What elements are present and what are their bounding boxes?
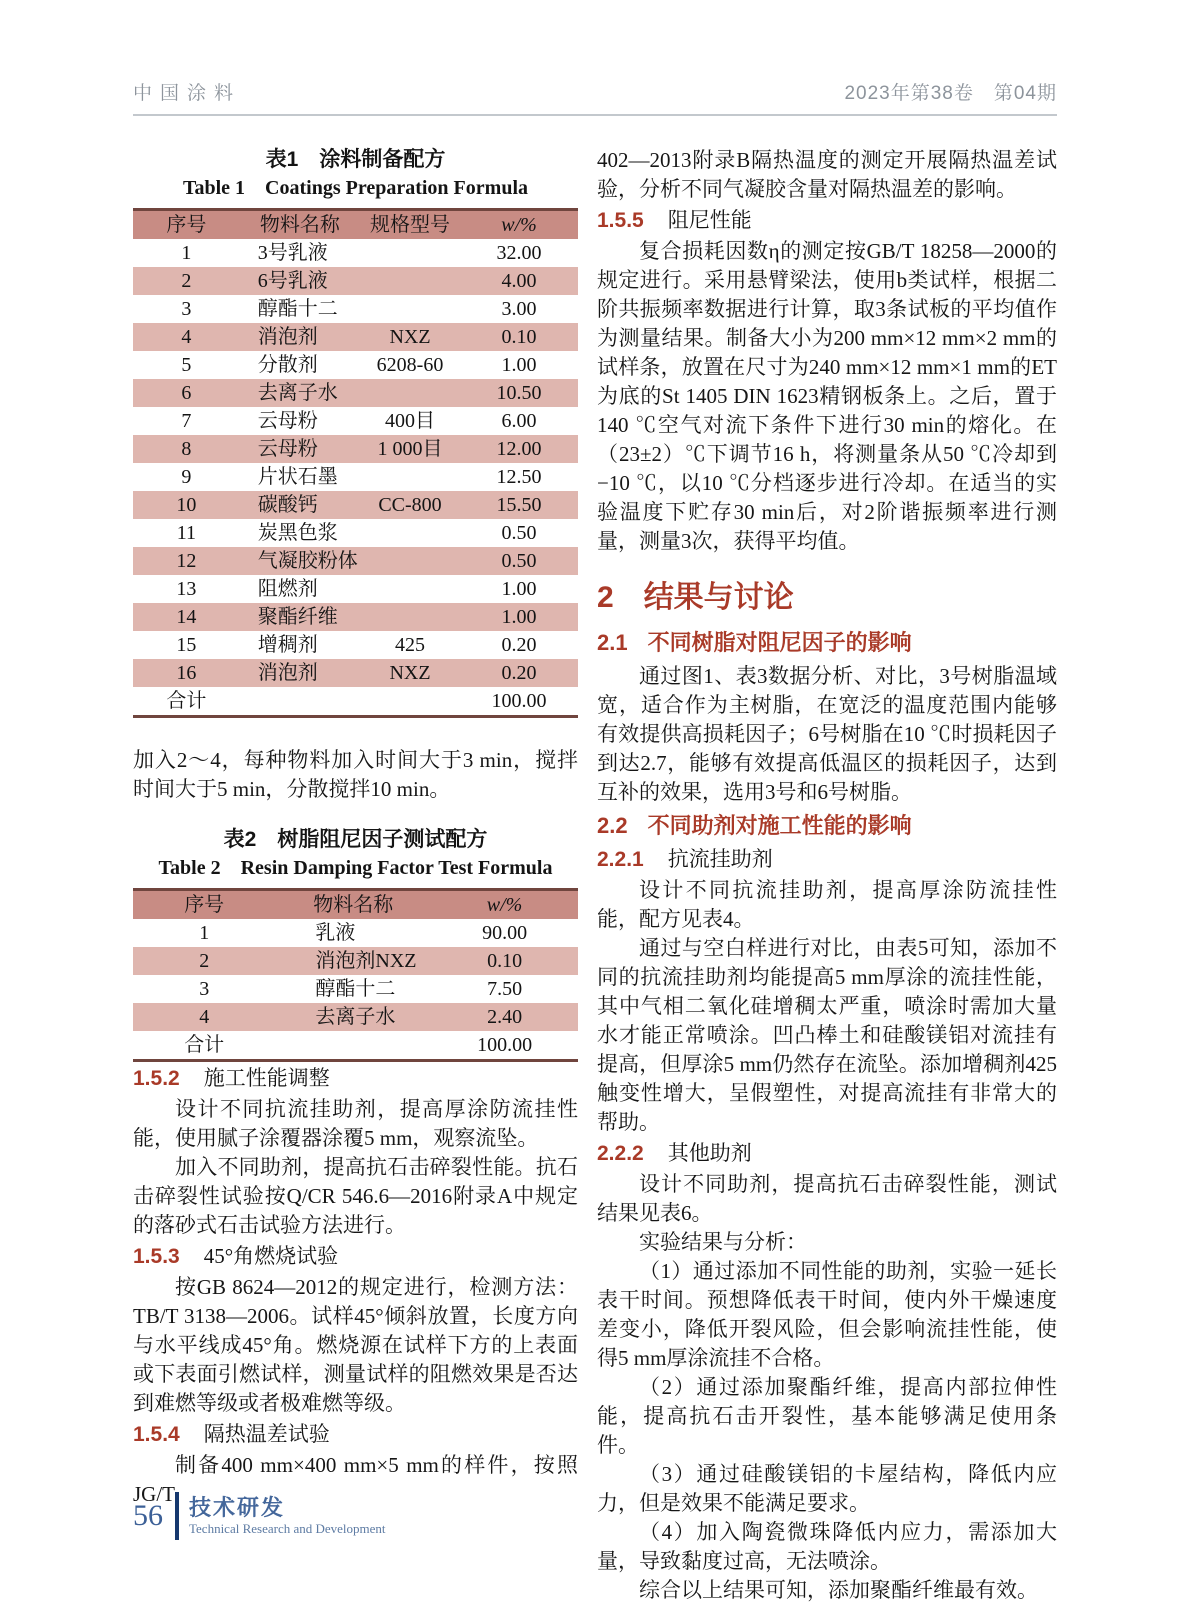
- section-title: 其他助剂: [667, 1141, 752, 1165]
- paragraph: 按GB 8624—2012的规定进行，检测方法：TB/T 3138—2006。试样45°倾斜放置，长度方向与水平线成45°角。燃烧源在试样下方的上表面或下表面引燃试样，测量试样的阻燃效果是否达到难燃等级或者极难燃等级。: [133, 1275, 578, 1415]
- section-heading-2: [597, 578, 1057, 618]
- table-cell: 16: [176, 662, 197, 684]
- table-cell: 聚酯纤维: [257, 606, 338, 628]
- table-row: [133, 659, 578, 687]
- paragraph: （4）加入陶瓷微珠降低内应力，需添加大量，导致黏度过高，无法喷涂。: [597, 1520, 1057, 1573]
- table-cell: 3: [181, 298, 192, 320]
- paragraph: 402—2013附录B隔热温度的测定开展隔热温差试验，分析不同气凝胶含量对隔热温差的影响。: [597, 148, 1057, 201]
- table-cell: 12.00: [496, 438, 542, 460]
- section-title: 45°角燃烧试验: [203, 1244, 339, 1268]
- paragraph: 设计不同抗流挂助剂，提高厚涂防流挂性能，使用腻子涂覆器涂覆5 mm，观察流坠。: [133, 1097, 578, 1150]
- table-cell: 5: [181, 354, 192, 376]
- table-cell: 消泡剂: [257, 662, 318, 684]
- table-row: [133, 519, 578, 547]
- table-cell: [360, 547, 460, 575]
- table-cell: 0.10: [501, 326, 537, 348]
- paragraph: 通过与空白样进行对比，由表5可知，添加不同的抗流挂助剂均能提高5 mm厚涂的流挂性能，其中气相二氧化硅增稠太严重，喷涂时需加大量水才能正常喷涂。凹凸棒土和硅酸镁铝对流挂有提高，但厚涂5 mm仍然存在流坠。添加增稠剂425触变性增大，呈假塑性，对提高流挂有非常大的帮助。: [597, 936, 1057, 1134]
- table-cell: 2.40: [487, 1006, 523, 1028]
- table-cell: [360, 463, 460, 491]
- total-value: 100.00: [491, 690, 547, 712]
- table1-title-en: Table 1 Coatings Preparation Formula: [182, 177, 528, 199]
- table-cell: [275, 1031, 431, 1061]
- section-number: 1.5.3: [133, 1245, 180, 1268]
- table-cell: 6.00: [501, 410, 537, 432]
- section-title: 隔热温差试验: [203, 1422, 330, 1446]
- table-row: [133, 575, 578, 603]
- table-row: [133, 267, 578, 295]
- section-title: 不同助剂对施工性能的影响: [647, 813, 912, 838]
- table-cell: 4.00: [501, 270, 537, 292]
- section-title: 结果与讨论: [643, 581, 794, 614]
- table-cell: [360, 519, 460, 547]
- table-cell: 6: [181, 382, 192, 404]
- table-cell: 10: [176, 494, 197, 516]
- section-title: 不同树脂对阻尼因子的影响: [647, 630, 912, 655]
- table-cell: 8: [181, 438, 192, 460]
- table-cell: 阻燃剂: [257, 578, 318, 600]
- column-header: 序号: [166, 214, 207, 236]
- table-cell: 增稠剂: [257, 634, 318, 656]
- table-total-row: [133, 1031, 578, 1061]
- section-title: 施工性能调整: [203, 1066, 330, 1090]
- table-cell: 11: [176, 522, 197, 544]
- table-cell: 15: [176, 634, 197, 656]
- table-cell: 1: [199, 922, 210, 944]
- table-cell: NXZ: [389, 662, 431, 684]
- total-value: 100.00: [477, 1034, 533, 1056]
- table-cell: 2: [199, 950, 210, 972]
- column-header: w/%: [501, 214, 537, 236]
- table-cell: [360, 295, 460, 323]
- table-row: [133, 463, 578, 491]
- damping-formula-table: [133, 888, 578, 1062]
- paragraph: 加入不同助剂，提高抗石击碎裂性能。抗石击碎裂性试验按Q/CR 546.6—2016附录A中规定的落砂式石击试验方法进行。: [133, 1155, 578, 1237]
- table-cell: 14: [176, 606, 197, 628]
- table-cell: 4: [181, 326, 192, 348]
- section-title: 抗流挂助剂: [667, 847, 773, 871]
- table-cell: 碳酸钙: [257, 494, 318, 516]
- table2-title-zh: 表2 树脂阻尼因子测试配方: [223, 828, 488, 851]
- table-row: [133, 631, 578, 659]
- table-cell: 0.50: [501, 522, 537, 544]
- paragraph: 综合以上结果可知，添加聚酯纤维最有效。: [639, 1578, 1038, 1602]
- section-heading-2-2-1: [597, 845, 1057, 874]
- section-heading-2-1: [597, 628, 1057, 658]
- section-number: 1.5.5: [597, 209, 644, 232]
- footer-divider: [175, 1492, 179, 1540]
- section-title: 阻尼性能: [667, 208, 752, 232]
- content-columns: [133, 146, 1057, 1605]
- table-cell: 醇酯十二: [315, 978, 396, 1000]
- right-column: [597, 146, 1057, 1605]
- table-cell: 消泡剂NXZ: [315, 950, 417, 972]
- table-cell: 2: [181, 270, 192, 292]
- footer-section: [189, 1495, 386, 1538]
- column-header: w/%: [486, 894, 523, 916]
- table-cell: CC-800: [378, 494, 442, 516]
- paragraph: 复合损耗因数η的测定按GB/T 18258—2000的规定进行。采用悬臂梁法，使用b类试样，根据二阶共振频率数据进行计算，取3条试板的平均值作为测量结果。制备大小为200 mm×12 mm×2 mm的试样条，放置在尺寸为240 mm×12 mm×1 mm的ET为底的St 1405 DIN 1623精钢板条上。之后，置于140 ℃空气对流下条件下进行30 min的熔化。在（23±2）℃下调节16 h，将测量条从50 ℃冷却到−10 ℃，以10 ℃分档逐步进行冷却。在适当的实验温度下贮存30 min后，对2阶谐振频率进行测量，测量3次，获得平均值。: [597, 239, 1057, 553]
- section-number: 2.1: [597, 630, 628, 655]
- table-cell: 0.10: [487, 950, 523, 972]
- table-cell: 1: [181, 242, 192, 264]
- table-cell: 15.50: [496, 494, 542, 516]
- table-cell: 消泡剂: [257, 326, 318, 348]
- table-row: [133, 239, 578, 267]
- table-cell: 1 000目: [377, 438, 443, 460]
- table-cell: [360, 603, 460, 631]
- section-heading-1-5-3: [133, 1242, 578, 1271]
- table-row: [133, 351, 578, 379]
- table-cell: 云母粉: [257, 410, 318, 432]
- table-cell: 1.00: [501, 606, 537, 628]
- table-cell: [240, 687, 360, 717]
- table-cell: 0.20: [501, 634, 537, 656]
- coatings-formula-table: [133, 208, 578, 718]
- table-cell: 7: [181, 410, 192, 432]
- footer-section-en: Technical Research and Development: [189, 1520, 386, 1536]
- paragraph: 设计不同助剂，提高抗石击碎裂性能，测试结果见表6。: [597, 1172, 1057, 1225]
- section-heading-2-2-2: [597, 1139, 1057, 1168]
- table-cell: 醇酯十二: [257, 298, 338, 320]
- left-column: [133, 146, 578, 1605]
- table-cell: 云母粉: [257, 438, 318, 460]
- table-cell: NXZ: [389, 326, 431, 348]
- table-cell: 1.00: [501, 354, 537, 376]
- table-header-row: [133, 210, 578, 240]
- table-cell: 425: [395, 634, 425, 656]
- table-cell: [360, 575, 460, 603]
- page-header: [133, 78, 1057, 116]
- table-cell: 32.00: [496, 242, 542, 264]
- section-heading-1-5-2: [133, 1064, 578, 1093]
- table-cell: [360, 239, 460, 267]
- footer-section-zh: 技术研发: [189, 1494, 286, 1520]
- paragraph: （3）通过硅酸镁铝的卡屋结构，降低内应力，但是效果不能满足要求。: [597, 1462, 1057, 1515]
- column-header: 规格型号: [370, 214, 450, 236]
- table-cell: 4: [199, 1006, 210, 1028]
- total-label: 合计: [166, 690, 207, 712]
- page-number: 56: [133, 1499, 163, 1532]
- table-row: [133, 491, 578, 519]
- table-row: [133, 975, 578, 1003]
- paragraph: 制备400 mm×400 mm×5 mm的样件，按照JG/T: [133, 1453, 578, 1506]
- section-number: 2.2: [597, 813, 628, 838]
- table-row: [133, 603, 578, 631]
- table-cell: 9: [181, 466, 192, 488]
- table-row: [133, 379, 578, 407]
- column-header: 序号: [184, 894, 225, 916]
- table-cell: 片状石墨: [257, 466, 338, 488]
- table-cell: 分散剂: [257, 354, 318, 376]
- table-cell: 1.00: [501, 578, 537, 600]
- table-row: [133, 919, 578, 947]
- journal-name: 中国涂料: [133, 83, 242, 104]
- table-cell: 10.50: [496, 382, 542, 404]
- table1-title-zh: 表1 涂料制备配方: [265, 148, 446, 171]
- table-cell: 0.50: [501, 550, 537, 572]
- table-cell: 气凝胶粉体: [257, 550, 358, 572]
- table-row: [133, 1003, 578, 1031]
- section-number: 2.2.2: [597, 1142, 644, 1165]
- table-row: [133, 323, 578, 351]
- section-heading-2-2: [597, 811, 1057, 841]
- paragraph: （1）通过添加不同性能的助剂，实验一延长表干时间。预想降低表干时间，使内外干燥速度差变小，降低开裂风险，但会影响流挂性能，使得5 mm厚涂流挂不合格。: [597, 1259, 1057, 1370]
- column-header: 物料名称: [259, 214, 340, 236]
- paragraph: （2）通过添加聚酯纤维，提高内部拉伸性能，提高抗石击开裂性，基本能够满足使用条件。: [597, 1375, 1057, 1457]
- section-number: 1.5.4: [133, 1423, 180, 1446]
- page-footer: [133, 1492, 386, 1540]
- table-row: [133, 407, 578, 435]
- paragraph: 加入2～4，每种物料加入时间大于3 min，搅拌时间大于5 min，分散搅拌10 min。: [133, 748, 578, 801]
- table-cell: 炭黑色浆: [257, 522, 338, 544]
- table-cell: 去离子水: [257, 382, 338, 404]
- table-cell: 3: [199, 978, 210, 1000]
- section-number: 2: [597, 581, 614, 614]
- paragraph: 通过图1、表3数据分析、对比，3号树脂温域宽，适合作为主树脂，在宽泛的温度范围内能够有效提供高损耗因子；6号树脂在10 ℃时损耗因子到达2.7，能够有效提高低温区的损耗因子，达到互补的效果，选用3号和6号树脂。: [597, 664, 1057, 804]
- total-label: 合计: [184, 1034, 225, 1056]
- table-cell: [360, 379, 460, 407]
- table-row: [133, 295, 578, 323]
- table-cell: 3号乳液: [257, 242, 328, 264]
- table-cell: 乳液: [315, 922, 356, 944]
- table2-block: [133, 826, 578, 1062]
- issue-info: 2023年第38卷 第04期: [844, 83, 1057, 104]
- table-row: [133, 435, 578, 463]
- table-row: [133, 547, 578, 575]
- table-row: [133, 947, 578, 975]
- table-cell: 12.50: [496, 466, 542, 488]
- table-cell: 6号乳液: [257, 270, 328, 292]
- section-number: 1.5.2: [133, 1067, 180, 1090]
- table-cell: 去离子水: [315, 1006, 396, 1028]
- section-heading-1-5-5: [597, 206, 1057, 235]
- paragraph: 设计不同抗流挂助剂，提高厚涂防流挂性能，配方见表4。: [597, 878, 1057, 931]
- table-cell: 3.00: [501, 298, 537, 320]
- table-cell: 12: [176, 550, 197, 572]
- table-cell: 6208-60: [376, 354, 444, 376]
- table-cell: 0.20: [501, 662, 537, 684]
- table-cell: [360, 687, 460, 717]
- paragraph: 实验结果与分析：: [639, 1230, 807, 1254]
- table-header-row: [133, 890, 578, 920]
- section-heading-1-5-4: [133, 1420, 578, 1449]
- section-number: 2.2.1: [597, 848, 644, 871]
- column-header: 物料名称: [313, 894, 394, 916]
- table2-title-en: Table 2 Resin Damping Factor Test Formula: [158, 857, 553, 879]
- table-cell: 13: [176, 578, 197, 600]
- table1-block: [133, 146, 578, 718]
- table-cell: 7.50: [487, 978, 523, 1000]
- table-cell: 90.00: [482, 922, 528, 944]
- table-cell: 400目: [385, 410, 435, 432]
- table-cell: [360, 267, 460, 295]
- table-total-row: [133, 687, 578, 717]
